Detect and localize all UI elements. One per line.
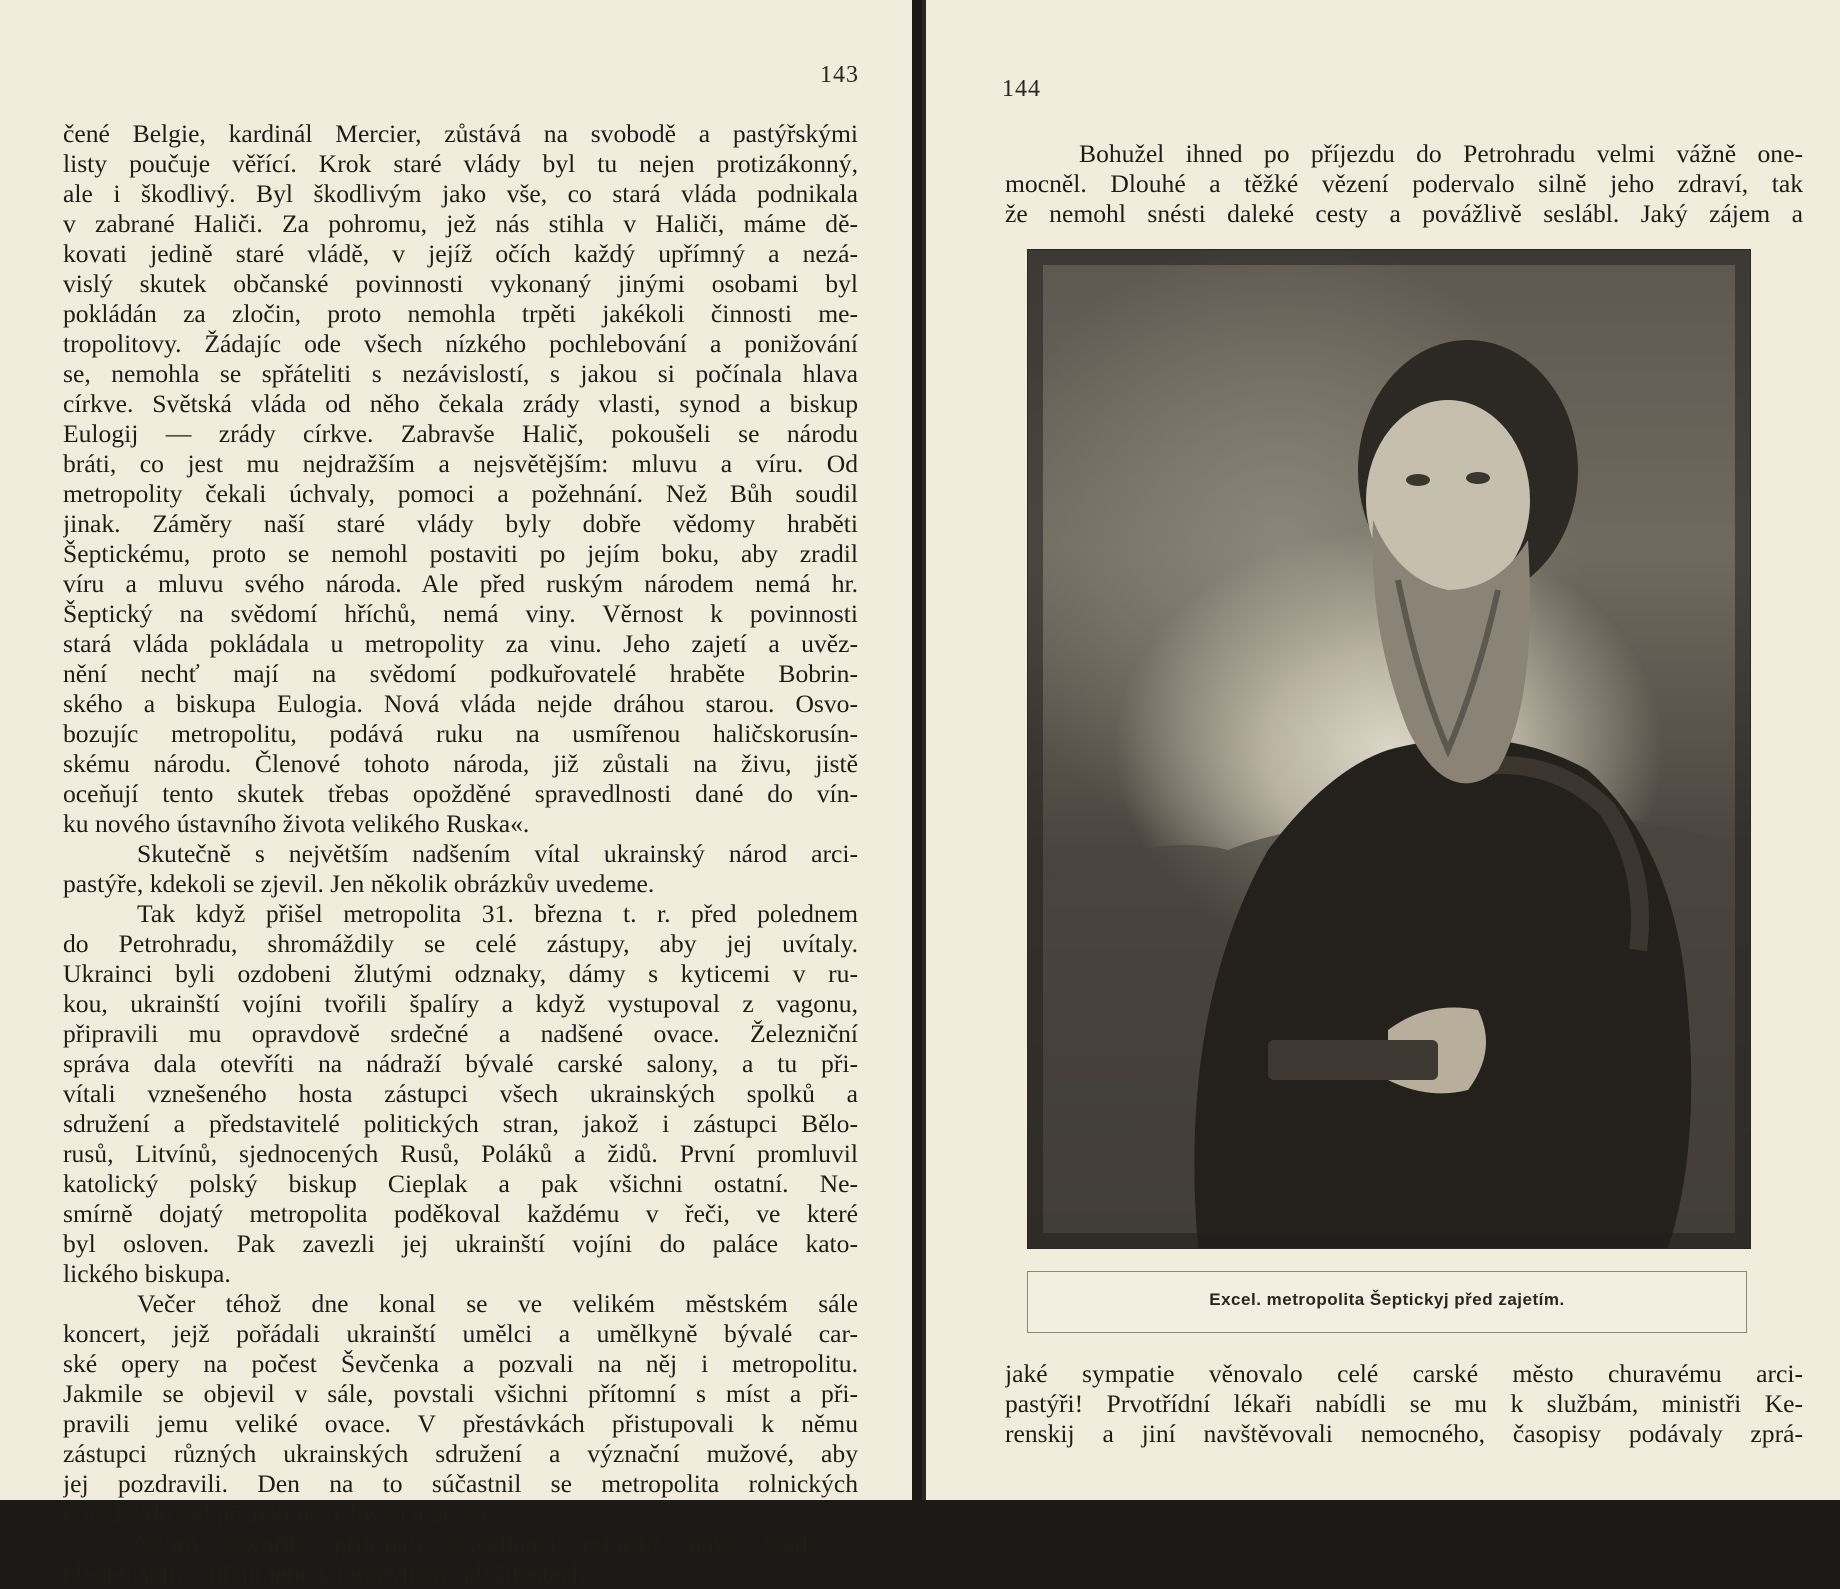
text-line: stará vláda pokládala u metropolity za vinu. Jeho zajetí a uvěz- bbox=[63, 629, 858, 658]
right-page-top-text bbox=[1005, 139, 1803, 229]
text-line: připravili mu opravdově srdečné a nadšené ovace. Železniční bbox=[63, 1019, 858, 1048]
text-line: vítali vznešeného hosta zástupci všech ukrainských spolků a bbox=[63, 1079, 858, 1108]
text-line: pastýři! Prvotřídní lékaři nabídli se mu k službám, ministři Ke- bbox=[1005, 1389, 1803, 1418]
text-line: Večer téhož dne konal se ve velikém městském sále bbox=[137, 1289, 858, 1318]
text-line: že nemohl snésti daleké cesty a povážlivě seslábl. Jaký zájem a bbox=[1005, 199, 1803, 228]
portrait-drawing bbox=[1028, 250, 1750, 1248]
text-line: kou, ukrainští vojíni tvořili špalíry a když vystupoval z vagonu, bbox=[63, 989, 858, 1018]
text-line: byl osloven. Pak zavezli jej ukrainští vojíni do paláce kato- bbox=[63, 1229, 858, 1258]
text-line: nění nechť mají na svědomí podkuřovatelé hraběte Bobrin- bbox=[63, 659, 858, 688]
text-line: jinak. Záměry naší staré vlády byly dobře vědomy hraběti bbox=[63, 509, 858, 538]
text-line: lického biskupa. bbox=[63, 1259, 231, 1288]
page-number: 144 bbox=[1002, 76, 1041, 102]
text-line: Skutečně s největším nadšením vítal ukrainský národ arci- bbox=[137, 839, 858, 868]
photo-caption-box bbox=[1027, 1271, 1747, 1333]
text-line: listy poučuje věřící. Krok staré vlády byl tu nejen protizákonný, bbox=[63, 149, 858, 178]
text-line: do Petrohradu, shromáždily se celé zástupy, aby jej uvítaly. bbox=[63, 929, 858, 958]
text-line: vislý skutek občanské povinnosti vykonaný jinými osobami byl bbox=[63, 269, 858, 298]
text-line: správa dala otevříti na nádraží bývalé carské salony, a tu při- bbox=[63, 1049, 858, 1078]
text-line: smírně dojatý metropolita poděkoval každému v řeči, ve které bbox=[63, 1199, 858, 1228]
text-line: metropolity čekali úchvaly, pomoci a požehnání. Než Bůh soudil bbox=[63, 479, 858, 508]
text-line: církve. Světská vláda od něho čekala zrády vlasti, synod a biskup bbox=[63, 389, 858, 418]
text-line: Ukrainci byli ozdobeni žlutými odznaky, dámy s kyticemi v ru- bbox=[63, 959, 858, 988]
portrait-photograph bbox=[1027, 249, 1751, 1249]
text-line: ale i škodlivý. Byl škodlivým jako vše, co stará vláda podnikala bbox=[63, 179, 858, 208]
text-line: zástupci různých ukrainských sdružení a význační mužové, aby bbox=[63, 1439, 858, 1468]
text-line: Bohužel ihned po příjezdu do Petrohradu velmi vážně one- bbox=[1079, 139, 1803, 168]
right-page-bottom-text bbox=[1005, 1359, 1803, 1449]
text-line: tropolitovy. Žádajíc ode všech nízkého pochlebování a ponižování bbox=[63, 329, 858, 358]
text-line: kovati jedině staré vládě, v jejíž očích každý upřímný a nezá- bbox=[63, 239, 858, 268]
text-line: jej pozdravili. Den na to súčastnil se metropolita rolnických bbox=[63, 1469, 858, 1498]
text-line: rusů, Litvínů, sjednocených Rusů, Poláků a židů. První promluvil bbox=[63, 1139, 858, 1168]
text-line: pastýře, kdekoli se zjevil. Jen několik obrázkův uvedeme. bbox=[63, 869, 655, 898]
text-line: skému národu. Členové tohoto národa, již zůstali na živu, jistě bbox=[63, 749, 858, 778]
text-line: ské opery na počest Ševčenka a pozvali na něj i metropolitu. bbox=[63, 1349, 858, 1378]
photo-caption: Excel. metropolita Šeptickyj před zajetím. bbox=[1209, 1290, 1565, 1309]
text-line: Šeptickému, proto se nemohl postaviti po jejím boku, aby zradil bbox=[63, 539, 858, 568]
text-line: pokládán za zločin, proto nemohla trpěti jakékoli činnosti me- bbox=[63, 299, 858, 328]
text-line: jaké sympatie věnovalo celé carské město churavému arci- bbox=[1005, 1359, 1803, 1388]
text-line: Tak když přišel metropolita 31. března t. r. před polednem bbox=[137, 899, 858, 928]
text-line: v zabrané Haliči. Za pohromu, jež nás stihla v Haliči, máme dě- bbox=[63, 209, 858, 238]
text-line: víru a mluvu svého národa. Ale před ruským národem nemá hr. bbox=[63, 569, 858, 598]
text-line: porad, kde byl přiměřeně osloven a uctěn. bbox=[63, 1499, 493, 1528]
right-page bbox=[922, 0, 1840, 1500]
text-line: bráti, co jest mu nejdražším a nejsvětějším: mluvu a víru. Od bbox=[63, 449, 858, 478]
text-line: koncert, jejž pořádali ukrainští umělci a umělkyně bývalé car- bbox=[63, 1319, 858, 1348]
text-line: se, nemohla se spřáteliti s nezávislostí, s jakou si počínala hlava bbox=[63, 359, 858, 388]
text-line: Velmi zdvořile přijímali Excellenci ministři nové vlády a bbox=[137, 1529, 858, 1558]
text-line: renskij a jiní navštěvovali nemocného, časopisy podávaly zprá- bbox=[1005, 1419, 1803, 1448]
text-line: ku nového ústavního života velikého Ruska«. bbox=[63, 809, 530, 838]
left-page bbox=[0, 0, 912, 1588]
text-line: hleděli splniti přání jeho v církevních záležitostech. bbox=[63, 1559, 592, 1588]
text-line: mocněl. Dlouhé a těžké vězení podervalo silně jeho zdraví, tak bbox=[1005, 169, 1803, 198]
text-line: pravili jemu veliké ovace. V přestávkách přistupovali k němu bbox=[63, 1409, 858, 1438]
text-line: čené Belgie, kardinál Mercier, zůstává na svobodě a pastýřskými bbox=[63, 119, 858, 148]
text-line: Eulogij — zrády církve. Zabravše Halič, pokoušeli se národu bbox=[63, 419, 858, 448]
text-line: Jakmile se objevil v sále, povstali všichni přítomní s míst a při- bbox=[63, 1379, 858, 1408]
text-line: ského a biskupa Eulogia. Nová vláda nejde dráhou starou. Osvo- bbox=[63, 689, 858, 718]
page-number: 143 bbox=[820, 62, 859, 88]
book-gutter bbox=[912, 0, 922, 1500]
text-line: oceňují tento skutek třebas opožděné spravedlnosti dané do vín- bbox=[63, 779, 858, 808]
left-page-body-text bbox=[63, 119, 858, 1589]
text-line: Šeptický na svědomí hříchů, nemá viny. Věrnost k povinnosti bbox=[63, 599, 858, 628]
text-line: sdružení a představitelé politických stran, jakož i zástupci Bělo- bbox=[63, 1109, 858, 1138]
text-line: bozujíc metropolitu, podává ruku na usmířenou haličskorusín- bbox=[63, 719, 858, 748]
text-line: katolický polský biskup Cieplak a pak všichni ostatní. Ne- bbox=[63, 1169, 858, 1198]
